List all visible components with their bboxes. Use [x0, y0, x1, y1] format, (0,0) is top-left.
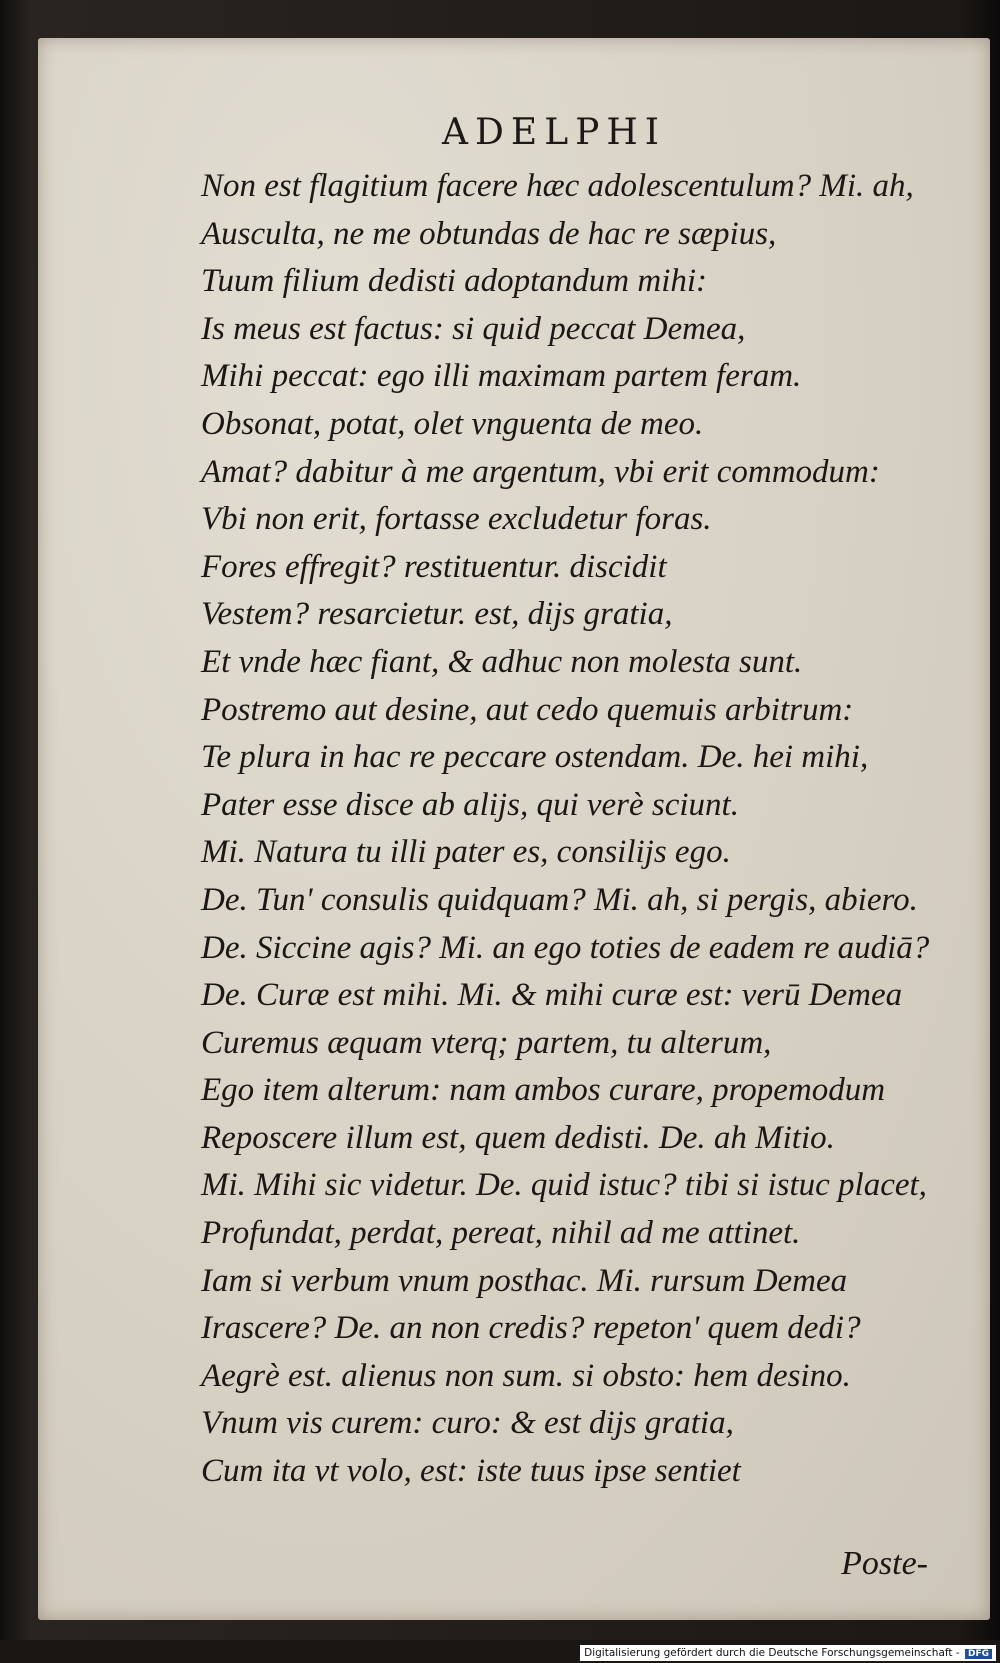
book-page: [38, 38, 990, 1620]
verse-line: Mi. Natura tu illi pater es, consilijs ego.: [201, 834, 731, 871]
verse-line: Mi. Mihi sic videtur. De. quid istuc? tibi si istuc placet,: [201, 1167, 927, 1204]
verse-line: Et vnde hæc fiant, & adhuc non molesta sunt.: [201, 643, 803, 680]
verse-line: Cum ita vt volo, est: iste tuus ipse sentiet: [201, 1453, 741, 1490]
digitization-credit: [580, 1645, 996, 1661]
verse-line: Aegrè est. alienus non sum. si obsto: hem desino.: [201, 1357, 851, 1394]
verse-line: Reposcere illum est, quem dedisti. De. ah Mitio.: [201, 1119, 835, 1156]
verse-line: Fores effregit? restituentur. discidit: [201, 548, 667, 585]
verse-line: Curemus æquam vterq; partem, tu alterum,: [201, 1024, 772, 1061]
verse-line: De. Tun' consulis quidquam? Mi. ah, si pergis, abiero.: [201, 881, 918, 918]
verse-line: Ego item alterum: nam ambos curare, propemodum: [201, 1072, 886, 1109]
verse-line: Pater esse disce ab alijs, qui verè sciunt.: [201, 786, 739, 823]
dfg-logo: DFG: [965, 1649, 992, 1659]
verse-line: Amat? dabitur à me argentum, vbi erit commodum:: [201, 453, 880, 490]
verse-line: Tuum filium dedisti adoptandum mihi:: [201, 263, 708, 300]
verse-line: De. Curæ est mihi. Mi. & mihi curæ est: verū Demea: [201, 977, 903, 1014]
verse-line: Ausculta, ne me obtundas de hac re sæpius,: [201, 215, 777, 252]
verse-line: Obsonat, potat, olet vnguenta de meo.: [201, 405, 704, 442]
verse-line: Is meus est factus: si quid peccat Demea,: [201, 310, 746, 347]
verse-line: Non est flagitium facere hæc adolescentulum? Mi. ah,: [201, 168, 914, 204]
verse-line: Mihi peccat: ego illi maximam partem feram.: [201, 358, 802, 395]
verse-line: Vestem? resarcietur. est, dijs gratia,: [201, 596, 673, 633]
verse-line: Vbi non erit, fortasse excludetur foras.: [201, 501, 712, 538]
verse-line: Irascere? De. an non credis? repeton' quem dedi?: [201, 1310, 861, 1347]
verse-line: Te plura in hac re peccare ostendam. De. hei mihi,: [201, 739, 869, 776]
verse-line: Profundat, perdat, pereat, nihil ad me attinet.: [201, 1215, 801, 1252]
verse-line: Vnum vis curem: curo: & est dijs gratia,: [201, 1405, 734, 1442]
running-head: ADELPHI: [442, 112, 666, 153]
credit-text: Digitalisierung gefördert durch die Deutsche Forschungsgemeinschaft -: [584, 1647, 960, 1659]
catchword: Poste-: [841, 1545, 928, 1582]
verse-line: Iam si verbum vnum posthac. Mi. rursum Demea: [201, 1262, 848, 1299]
verse-line: De. Siccine agis? Mi. an ego toties de eadem re audiā?: [201, 929, 930, 966]
verse-lines: [201, 163, 1000, 1496]
verse-line: Postremo aut desine, aut cedo quemuis arbitrum:: [201, 691, 854, 728]
